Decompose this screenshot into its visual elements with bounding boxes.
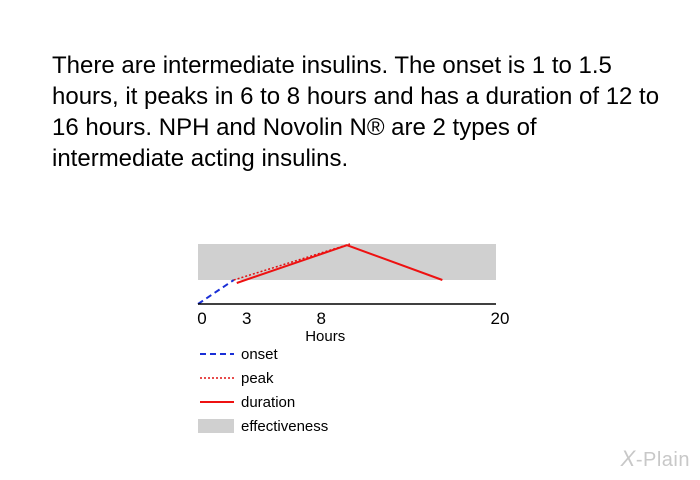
legend-label-effectiveness: effectiveness <box>241 418 329 435</box>
x-tick-label: 8 <box>316 309 326 328</box>
legend-label-peak: peak <box>241 370 274 387</box>
x-tick-label: 3 <box>241 309 252 328</box>
x-tick-label: 20 <box>490 309 510 328</box>
legend-label-duration: duration <box>241 394 296 411</box>
xplain-logo-glyph: X <box>620 446 636 471</box>
x-axis-label: Hours <box>305 328 346 345</box>
intro-paragraph: There are intermediate insulins. The onset is 1 to 1.5 hours, it peaks in 6 to 8 hours and has a duration of 12 to 16 hours. NPH and Novolin N® are 2 types of intermediate acting insulins. <box>52 52 660 172</box>
effectiveness-band <box>198 244 496 280</box>
xplain-logo <box>621 446 690 472</box>
onset-line <box>198 280 234 304</box>
xplain-logo-text: -Plain <box>635 449 690 471</box>
x-tick-label: 0 <box>197 309 207 328</box>
legend-label-onset: onset <box>241 346 278 363</box>
legend-swatch-effectiveness <box>198 419 234 433</box>
